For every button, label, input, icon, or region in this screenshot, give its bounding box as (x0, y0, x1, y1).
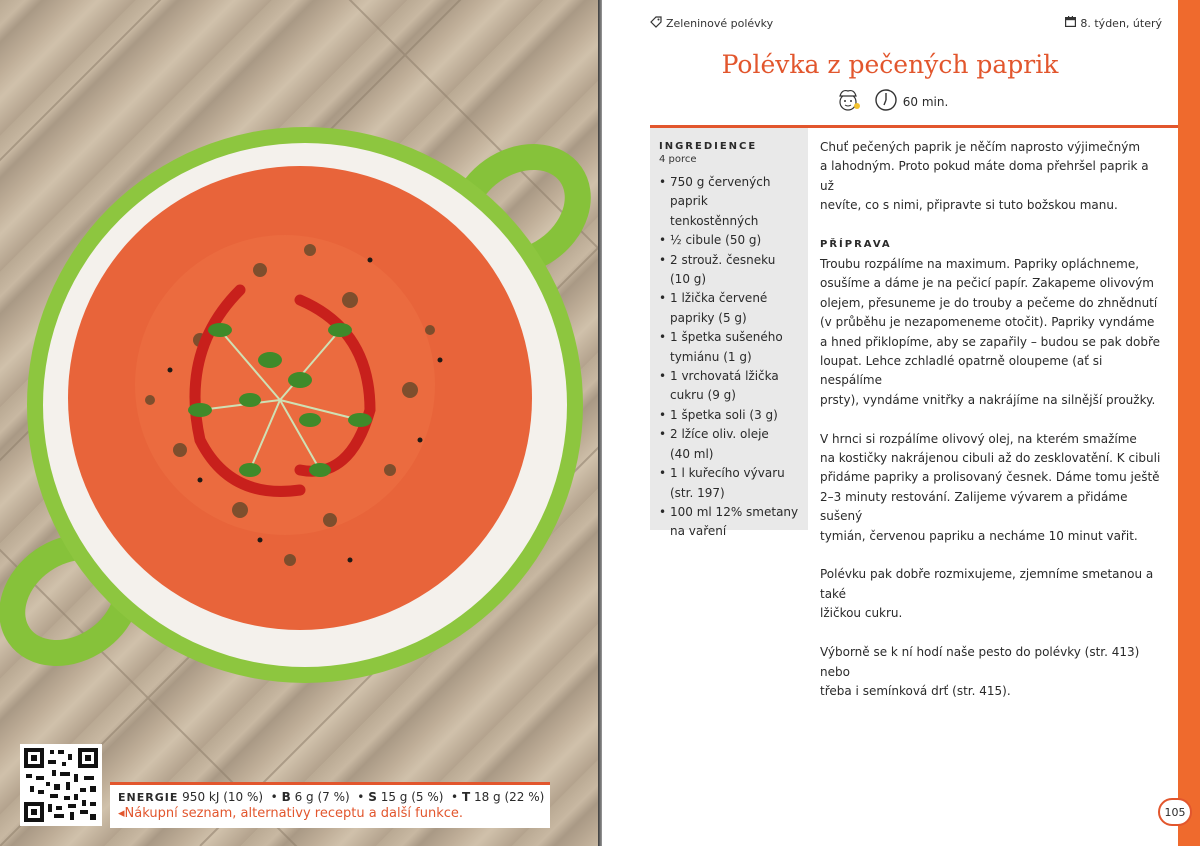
step-paragraph-3 (820, 565, 1165, 623)
ingredient-item (659, 367, 799, 406)
step-paragraph-4 (820, 643, 1165, 701)
text-line: třeba i semínková drť (str. 415). (820, 683, 1011, 698)
servings: 4 porce (659, 154, 697, 165)
preparation-heading: PŘÍPRAVA (820, 239, 892, 251)
text-line: loupat. Lehce zchladlé opatrně oloupeme (ať si nespálíme (820, 354, 1103, 388)
text-line: osušíme a dáme je na pečicí papír. Zakapeme olivovým (820, 276, 1154, 291)
text-line: Chuť pečených paprik je něčím naprosto výjimečným (820, 140, 1141, 154)
ingredient-text: 1 lžička červené (670, 291, 768, 306)
time-info (874, 88, 949, 115)
text-line: tymián, červenou papriku a necháme 10 minut vařit. (820, 528, 1138, 543)
features-link-text[interactable]: Nákupní seznam, alternativy receptu a další funkce. (124, 806, 464, 821)
qr-code[interactable] (20, 744, 102, 826)
fat-value: 18 g (22 %) (473, 790, 545, 804)
ingredient-text: tymiánu (1 g) (670, 349, 752, 364)
ingredient-text: 2 strouž. česneku (670, 252, 776, 267)
recipe-meta (602, 88, 1178, 115)
ingredient-item (659, 406, 799, 425)
ingredient-text: 1 špetka soli (3 g) (670, 407, 778, 422)
category-header (650, 16, 773, 31)
text-line: V hrnci si rozpálíme olivový olej, na kterém smažíme (820, 431, 1137, 446)
ingredient-item (659, 328, 799, 367)
protein-label: B (281, 790, 291, 804)
recipe-title: Polévka z pečených paprik (721, 50, 1059, 79)
page-number: 105 (1158, 798, 1192, 826)
ingredient-item (659, 173, 799, 231)
energy-value: 950 kJ (10 %) (182, 790, 264, 804)
text-line: Výborně se k ní hodí naše pesto do polévky (str. 413) nebo (820, 645, 1140, 679)
week-label: 8. týden, úterý (1080, 16, 1162, 30)
text-line: (v průběhu je nezapomeneme otočit). Papriky vyndáme (820, 315, 1155, 330)
recipe-text (820, 138, 1165, 721)
text-line: a hned přiklopíme, aby se zapařily – budou se pak dobře (820, 334, 1161, 349)
text-line: na kostičky nakrájenou cibuli až do zesklovatění. K cibuli (820, 451, 1161, 466)
ingredient-item (659, 289, 799, 328)
ingredients-panel (650, 128, 808, 539)
ingredient-text: tenkostěnných (670, 213, 759, 228)
recipe-page (602, 0, 1200, 846)
ingredient-text: na vaření (670, 524, 727, 539)
ingredient-text: (str. 197) (670, 485, 725, 500)
clock-icon (874, 88, 898, 115)
ingredient-text: 1 vrchovatá lžička (670, 369, 779, 384)
fat-label: T (461, 790, 471, 804)
text-line: prsty), vyndáme vnitřky a nakrájíme na silnější proužky. (820, 392, 1156, 407)
text-line: olejem, přesuneme je do trouby a pečeme do zhnědnutí (820, 295, 1158, 310)
ingredients-list (659, 173, 799, 542)
ingredient-text: (40 ml) (670, 446, 714, 461)
text-line: a lahodným. Proto pokud máte doma přehršel paprik a už (820, 159, 1149, 193)
ingredient-item (659, 464, 799, 503)
ingredient-text: 1 l kuřecího vývaru (670, 466, 785, 481)
text-line: lžičkou cukru. (820, 606, 903, 621)
side-accent-bar (1178, 0, 1200, 846)
ingredient-text: ½ cibule (50 g) (670, 233, 762, 248)
ingredient-text: (10 g) (670, 272, 707, 287)
features-link[interactable] (118, 806, 542, 821)
ingredient-item (659, 503, 799, 542)
ingredient-text: papriky (5 g) (670, 310, 747, 325)
ingredient-item (659, 231, 799, 250)
text-line: nevíte, co s nimi, připravte si tuto božskou manu. (820, 198, 1118, 213)
text-line: Polévku pak dobře rozmixujeme, zjemníme smetanou a také (820, 567, 1154, 601)
caret-left-icon: ◂ (118, 806, 125, 821)
ingredient-item (659, 425, 799, 464)
ingredient-text: 1 špetka sušeného (670, 330, 783, 345)
intro-paragraph (820, 138, 1165, 216)
text-line: přidáme papriky a prolisovaný česnek. Dáme tomu ještě (820, 470, 1160, 485)
ingredient-text: 2 lžíce oliv. oleje (670, 427, 769, 442)
calendar-icon (1065, 16, 1076, 30)
energy-label: ENERGIE (118, 791, 179, 804)
text-line: 2–3 minuty restování. Zalijeme vývarem a přidáme sušený (820, 489, 1128, 524)
chef-icon (832, 88, 864, 115)
week-header (1065, 16, 1162, 30)
time-value: 60 min. (902, 94, 949, 109)
ingredient-item (659, 251, 799, 290)
protein-value: 6 g (7 %) (294, 790, 350, 804)
sugar-label: S (368, 790, 377, 804)
text-line: Troubu rozpálíme na maximum. Papriky opláchneme, (820, 257, 1140, 272)
sugar-value: 15 g (5 %) (380, 790, 444, 804)
nutrition-line: ENERGIE 950 kJ (10 %) • B 6 g (7 %) • S 15 g (5 %) • T 18 g (22 %) (118, 790, 545, 804)
ingredients-heading: INGREDIENCE (659, 141, 758, 152)
tag-icon (650, 16, 662, 31)
category-label: Zeleninové polévky (666, 17, 774, 30)
ingredient-text: 100 ml 12% smetany (670, 504, 799, 519)
nutrition-box (110, 782, 550, 828)
ingredient-text: cukru (9 g) (670, 388, 736, 403)
ingredient-text: 750 g červených paprik (670, 175, 771, 209)
step-paragraph-1 (820, 255, 1165, 410)
step-paragraph-2 (820, 430, 1165, 546)
